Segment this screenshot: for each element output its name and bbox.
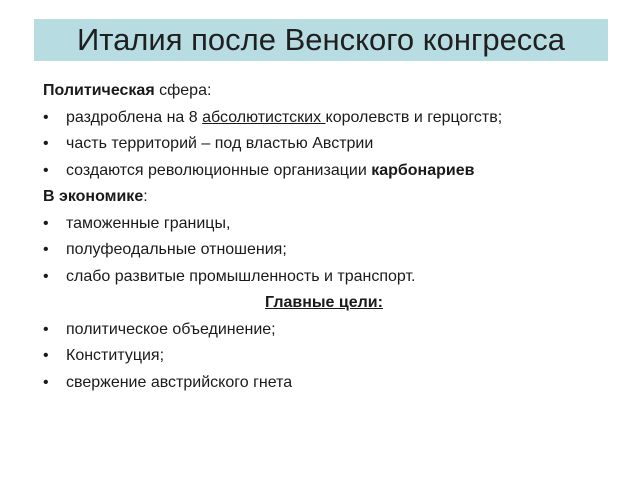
- politics-heading: [43, 78, 623, 105]
- bullet-icon: •: [43, 214, 49, 232]
- slide-body: [43, 78, 623, 396]
- politics-item-text: часть территорий – под властью Австрии: [66, 135, 374, 152]
- goals-item: [43, 370, 623, 397]
- politics-item: [43, 131, 623, 158]
- economy-heading: [43, 184, 623, 211]
- goals-heading-row: [43, 290, 623, 317]
- goals-item: [43, 317, 623, 344]
- bullet-icon: •: [43, 320, 49, 338]
- bullet-icon: •: [43, 267, 49, 285]
- bullet-icon: •: [43, 241, 49, 258]
- economy-heading-bold: В экономике: [43, 188, 144, 205]
- politics-item-text: создаются революционные организации: [66, 161, 372, 179]
- bullet-icon: •: [43, 161, 49, 179]
- bullet-icon: •: [43, 108, 49, 126]
- goals-heading: Главные цели:: [265, 294, 383, 311]
- bullet-icon: •: [43, 135, 49, 152]
- goals-item: [43, 343, 623, 370]
- economy-item: [43, 237, 623, 264]
- slide-title-bar: [34, 19, 608, 61]
- goals-item-text: свержение австрийского гнета: [66, 373, 293, 391]
- economy-heading-rest: :: [143, 188, 148, 205]
- politics-item-underlined: абсолютистских: [202, 108, 326, 126]
- politics-item: [43, 158, 623, 185]
- economy-item-text: полуфеодальные отношения;: [66, 241, 287, 258]
- slide-title: Италия после Венского конгресса: [76, 22, 566, 57]
- goals-item-text: политическое объединение;: [66, 320, 276, 338]
- economy-item-text: слабо развитые промышленность и транспорт.: [66, 267, 416, 285]
- politics-heading-bold: Политическая: [43, 82, 155, 99]
- economy-item: [43, 264, 623, 291]
- bullet-icon: •: [43, 373, 49, 391]
- economy-item: [43, 211, 623, 238]
- bullet-icon: •: [43, 347, 49, 364]
- politics-item: [43, 105, 623, 132]
- politics-item-text: раздроблена на 8: [66, 108, 203, 126]
- economy-item-text: таможенные границы,: [66, 214, 231, 232]
- politics-item-text: королевств и герцогств;: [325, 108, 503, 126]
- politics-item-bold: карбонариев: [371, 161, 475, 179]
- politics-heading-rest: сфера:: [154, 82, 212, 99]
- goals-item-text: Конституция;: [66, 347, 165, 364]
